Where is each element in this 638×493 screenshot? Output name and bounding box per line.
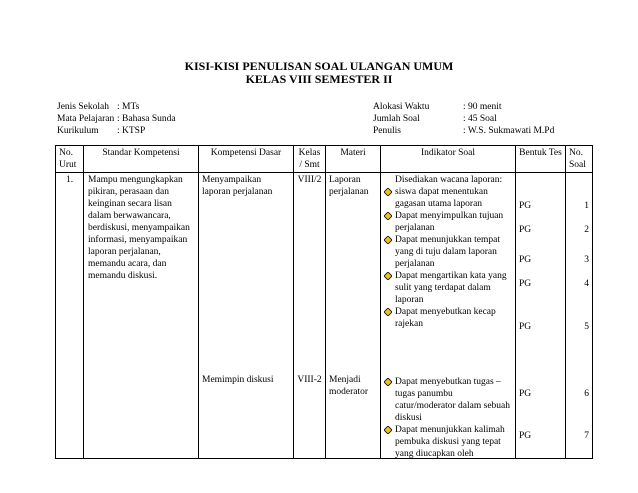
no-soal-5: 5	[584, 322, 589, 332]
bentuk-tes-1: PG	[519, 201, 532, 211]
no-soal-4: 4	[584, 279, 589, 289]
meta-row	[57, 113, 176, 125]
header-no-soal: No. Soal	[566, 146, 593, 173]
list-item	[383, 376, 512, 424]
meta-value: : KTSP	[117, 126, 146, 136]
header-materi: Materi	[326, 146, 381, 173]
kelas-1: VIII/2	[297, 175, 322, 185]
cell-indikator	[381, 173, 516, 459]
meta-label: Penulis	[373, 126, 401, 136]
no-soal-3: 3	[584, 255, 589, 265]
indicator-text: Dapat menyimpulkan tujuan perjalanan	[395, 211, 504, 233]
diamond-bullet-icon	[384, 426, 392, 434]
no-soal-7: 7	[584, 431, 589, 441]
bentuk-tes-7: PG	[519, 431, 532, 441]
list-item	[383, 234, 512, 270]
no-soal-1: 1	[584, 201, 589, 211]
diamond-bullet-icon	[384, 236, 392, 244]
cell-kompetensi-dasar	[199, 173, 294, 459]
list-item	[383, 270, 512, 306]
indicator-text: Dapat menyebutkan tugas – tugas panumbu catur/moderator dalam sebuah diskusi	[395, 377, 511, 423]
meta-left	[57, 101, 176, 137]
kompetensi-dasar-2: Memimpin diskusi	[202, 375, 274, 385]
list-item	[383, 424, 512, 460]
meta-label: Alokasi Waktu	[373, 102, 430, 112]
indikator-intro: Disediakan wacana laporan:	[395, 175, 503, 185]
cell-kelas	[294, 173, 326, 459]
bentuk-tes-2: PG	[519, 225, 532, 235]
kisi-kisi-table	[55, 145, 593, 459]
header-no-urut: No. Urut	[56, 146, 84, 173]
meta-value: : W.S. Sukmawati M.Pd	[463, 126, 555, 136]
list-item	[383, 186, 512, 210]
no-soal-6: 6	[584, 389, 589, 399]
header-bentuk-tes: Bentuk Tes	[516, 146, 566, 173]
indicator-text: siswa dapat menentukan gagasan utama laporan	[395, 187, 488, 209]
meta-row	[57, 101, 176, 113]
materi-1: Laporan perjalanan	[329, 175, 369, 197]
bentuk-tes-4: PG	[519, 279, 532, 289]
kompetensi-dasar-1: Menyampaikan laporan perjalanan	[202, 175, 273, 197]
header-kompetensi-dasar: Kompetensi Dasar	[199, 146, 294, 173]
indicator-text: Dapat menunjukkan tempat yang di tuju dalam laporan perjalanan	[395, 235, 500, 269]
cell-no-soal	[566, 173, 593, 459]
cell-no	[56, 173, 84, 459]
cell-standar-kompetensi	[84, 173, 199, 459]
diamond-bullet-icon	[384, 212, 392, 220]
indicator-text: Dapat menunjukkan kalimah pembuka diskusi yang tepat yang diucapkan oleh	[395, 425, 505, 459]
header-indikator-soal: Indikator Soal	[381, 146, 516, 173]
row-number: 1.	[65, 175, 74, 185]
meta-label: Mata Pelajaran	[57, 114, 115, 124]
meta-label: Jumlah Soal	[373, 114, 420, 124]
no-soal-2: 2	[584, 225, 589, 235]
indicator-list-b	[383, 376, 512, 460]
meta-row	[57, 125, 176, 137]
list-item	[383, 306, 512, 330]
kelas-2: VIII-2	[297, 375, 322, 385]
meta-value: : Bahasa Sunda	[117, 114, 176, 124]
indicator-list-a	[383, 186, 512, 330]
table-row	[56, 173, 593, 459]
standar-kompetensi-text: Mampu mengungkapkan pikiran, perasaan dan keinginan secara lisan dalam berwawancara, berdiskusi, menyampaikan informasi, menyampaikan laporan perjalanan, memandu acara, dan memandu diskusi.	[88, 175, 190, 281]
diamond-bullet-icon	[384, 188, 392, 196]
meta-value: : 45 Soal	[463, 114, 497, 124]
indicator-text: Dapat mengartikan kata yang sulit yang terdapat dalam laporan	[395, 271, 507, 305]
indicator-text: Dapat menyebutkan kecap rajekan	[395, 307, 496, 329]
meta-value: : 90 menit	[463, 102, 502, 112]
meta-label: Jenis Sekolah	[57, 102, 109, 112]
meta-row	[373, 125, 554, 137]
meta-row	[373, 113, 554, 125]
bentuk-tes-6: PG	[519, 389, 532, 399]
document-title: KISI-KISI PENULISAN SOAL ULANGAN UMUM	[184, 59, 454, 73]
materi-2: Menjadi moderator	[329, 375, 369, 397]
cell-materi	[326, 173, 381, 459]
bentuk-tes-5: PG	[519, 322, 532, 332]
header-standar-kompetensi: Standar Kompetensi	[84, 146, 199, 173]
diamond-bullet-icon	[384, 378, 392, 386]
list-item	[383, 210, 512, 234]
table-header-row	[56, 146, 593, 173]
bentuk-tes-3: PG	[519, 255, 532, 265]
document-subtitle: KELAS VIII SEMESTER II	[245, 72, 393, 86]
diamond-bullet-icon	[384, 308, 392, 316]
meta-value: : MTs	[117, 102, 140, 112]
meta-label: Kurikulum	[57, 126, 99, 136]
header-kelas-smt: Kelas / Smt	[294, 146, 326, 173]
cell-bentuk-tes	[516, 173, 566, 459]
diamond-bullet-icon	[384, 272, 392, 280]
meta-right	[373, 101, 554, 137]
meta-row	[373, 101, 554, 113]
